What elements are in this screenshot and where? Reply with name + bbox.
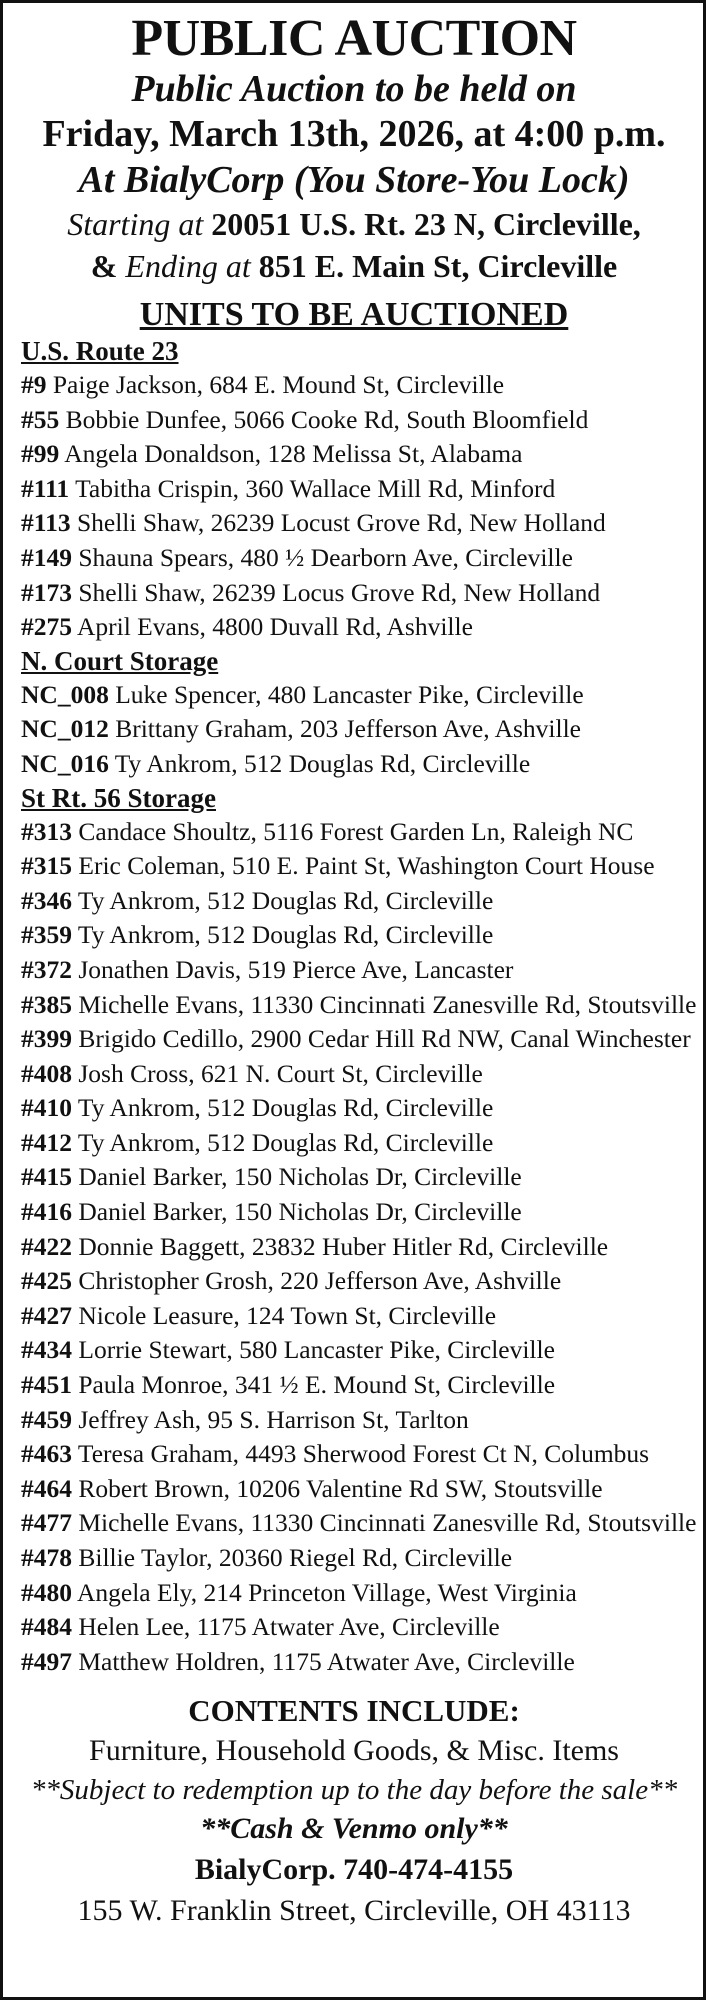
unit-row bbox=[21, 712, 687, 747]
unit-owner-address: Robert Brown, 10206 Valentine Rd SW, Stoutsville bbox=[72, 1473, 603, 1503]
unit-owner-address: Shelli Shaw, 26239 Locus Grove Rd, New Holland bbox=[72, 577, 601, 607]
company-phone: BialyCorp. 740-474-4155 bbox=[194, 1853, 514, 1887]
unit-number: #149 bbox=[21, 542, 72, 572]
unit-number: #478 bbox=[21, 1543, 72, 1572]
unit-row bbox=[21, 815, 687, 850]
auction-location: At BialyCorp (You Store-You Lock) bbox=[78, 159, 630, 201]
notice-title: PUBLIC AUCTION bbox=[131, 10, 577, 67]
unit-number: #434 bbox=[21, 1335, 72, 1365]
contents-items: Furniture, Household Goods, & Misc. Items bbox=[89, 1734, 619, 1768]
unit-number: #275 bbox=[21, 612, 72, 642]
start-address: 20051 U.S. Rt. 23 N, Circleville, bbox=[211, 206, 641, 242]
unit-owner-address: Brittany Graham, 203 Jefferson Ave, Ashville bbox=[108, 714, 581, 744]
unit-row bbox=[21, 884, 687, 919]
unit-number: #173 bbox=[21, 577, 72, 607]
unit-number: #422 bbox=[21, 1231, 72, 1261]
unit-row bbox=[21, 1368, 687, 1403]
unit-owner-address: Bobbie Dunfee, 5066 Cooke Rd, South Bloomfield bbox=[59, 404, 589, 434]
unit-number: #464 bbox=[21, 1473, 72, 1503]
unit-number: #315 bbox=[21, 851, 72, 881]
unit-number: #313 bbox=[21, 816, 72, 846]
unit-number: #9 bbox=[21, 370, 47, 399]
unit-row bbox=[21, 472, 687, 507]
unit-row bbox=[21, 1126, 687, 1161]
unit-owner-address: Brigido Cedillo, 2900 Cedar Hill Rd NW, Canal Winchester bbox=[72, 1024, 691, 1054]
unit-owner-address: Eric Coleman, 510 E. Paint St, Washington Court House bbox=[72, 851, 655, 881]
unit-row bbox=[21, 506, 687, 541]
unit-row bbox=[21, 1299, 687, 1334]
unit-row bbox=[21, 1437, 687, 1472]
unit-row bbox=[21, 678, 687, 713]
unit-row bbox=[21, 1195, 687, 1230]
unit-row bbox=[21, 1091, 687, 1126]
unit-row bbox=[21, 1160, 687, 1195]
unit-number: #113 bbox=[21, 508, 71, 538]
unit-number: #427 bbox=[21, 1300, 72, 1330]
unit-owner-address: Angela Ely, 214 Princeton Village, West Virginia bbox=[72, 1577, 577, 1607]
unit-owner-address: Daniel Barker, 150 Nicholas Dr, Circleville bbox=[72, 1162, 522, 1192]
end-word: Ending at bbox=[125, 248, 259, 284]
unit-row bbox=[21, 1506, 697, 1541]
unit-number: #416 bbox=[21, 1197, 72, 1227]
start-address-line bbox=[21, 203, 687, 245]
unit-row bbox=[21, 1333, 687, 1368]
unit-number: #497 bbox=[21, 1646, 72, 1676]
unit-number: #346 bbox=[21, 885, 72, 915]
unit-owner-address: Billie Taylor, 20360 Riegel Rd, Circleville bbox=[72, 1543, 513, 1572]
unit-row bbox=[21, 849, 687, 884]
units-heading: UNITS TO BE AUCTIONED bbox=[139, 296, 569, 333]
section-title: U.S. Route 23 bbox=[21, 336, 179, 366]
unit-owner-address: Christopher Grosh, 220 Jefferson Ave, Ashville bbox=[72, 1266, 562, 1296]
unit-number: #415 bbox=[21, 1162, 72, 1192]
payment-note: **Cash & Venmo only** bbox=[200, 1812, 508, 1846]
company-address: 155 W. Franklin Street, Circleville, OH 43113 bbox=[77, 1894, 631, 1928]
unit-number: #385 bbox=[21, 989, 72, 1019]
unit-number: #480 bbox=[21, 1577, 72, 1607]
unit-owner-address: Daniel Barker, 150 Nicholas Dr, Circleville bbox=[72, 1197, 522, 1227]
unit-owner-address: Ty Ankrom, 512 Douglas Rd, Circleville bbox=[72, 885, 494, 915]
unit-owner-address: Paige Jackson, 684 E. Mound St, Circleville bbox=[46, 370, 505, 399]
unit-owner-address: Tabitha Crispin, 360 Wallace Mill Rd, Minford bbox=[69, 473, 556, 503]
unit-number: #412 bbox=[21, 1127, 72, 1157]
unit-row bbox=[21, 1610, 687, 1645]
notice-subtitle: Public Auction to be held on bbox=[131, 68, 577, 110]
unit-row bbox=[21, 918, 687, 953]
unit-number: #410 bbox=[21, 1093, 72, 1123]
unit-row bbox=[21, 1645, 687, 1680]
unit-row bbox=[21, 1576, 687, 1611]
unit-owner-address: Shauna Spears, 480 ½ Dearborn Ave, Circleville bbox=[72, 542, 573, 572]
unit-owner-address: Michelle Evans, 11330 Cincinnati Zanesville Rd, Stoutsville bbox=[72, 1508, 697, 1538]
header bbox=[21, 11, 687, 335]
unit-number: NC_008 bbox=[21, 679, 109, 709]
unit-number: #463 bbox=[21, 1439, 72, 1469]
redemption-note: **Subject to redemption up to the day before the sale** bbox=[30, 1774, 678, 1807]
unit-number: NC_012 bbox=[21, 714, 109, 744]
unit-owner-address: Nicole Leasure, 124 Town St, Circleville bbox=[72, 1300, 497, 1330]
section-title: N. Court Storage bbox=[21, 645, 219, 676]
unit-number: #484 bbox=[21, 1612, 72, 1642]
contents-heading: CONTENTS INCLUDE: bbox=[188, 1693, 520, 1729]
start-prefix: Starting at bbox=[67, 206, 212, 242]
end-address: 851 E. Main St, Circleville bbox=[258, 248, 618, 284]
unit-row bbox=[21, 1022, 691, 1057]
unit-owner-address: Helen Lee, 1175 Atwater Ave, Circleville bbox=[72, 1612, 500, 1642]
unit-row bbox=[21, 1230, 687, 1265]
unit-owner-address: April Evans, 4800 Duvall Rd, Ashville bbox=[72, 612, 473, 642]
unit-owner-address: Michelle Evans, 11330 Cincinnati Zanesville Rd, Stoutsville bbox=[72, 989, 697, 1019]
unit-owner-address: Jeffrey Ash, 95 S. Harrison St, Tarlton bbox=[72, 1404, 469, 1434]
unit-number: #372 bbox=[21, 954, 72, 984]
unit-owner-address: Josh Cross, 621 N. Court St, Circleville bbox=[72, 1058, 483, 1088]
unit-number: #408 bbox=[21, 1058, 72, 1088]
unit-owner-address: Ty Ankrom, 512 Douglas Rd, Circleville bbox=[72, 920, 494, 950]
unit-row bbox=[21, 747, 687, 782]
unit-row bbox=[21, 610, 687, 645]
unit-row bbox=[21, 1264, 687, 1299]
unit-sections bbox=[21, 335, 697, 1679]
unit-number: #359 bbox=[21, 920, 72, 950]
unit-owner-address: Ty Ankrom, 512 Douglas Rd, Circleville bbox=[108, 748, 531, 778]
unit-number: #55 bbox=[21, 404, 60, 434]
contents-block bbox=[21, 1691, 687, 1931]
unit-owner-address: Matthew Holdren, 1175 Atwater Ave, Circleville bbox=[72, 1646, 575, 1676]
unit-row bbox=[21, 403, 687, 438]
unit-number: NC_016 bbox=[21, 748, 109, 778]
unit-row bbox=[21, 1541, 687, 1576]
end-address-line bbox=[21, 245, 687, 287]
unit-row bbox=[21, 541, 687, 576]
unit-owner-address: Ty Ankrom, 512 Douglas Rd, Circleville bbox=[72, 1093, 494, 1123]
unit-number: #99 bbox=[21, 439, 60, 469]
unit-number: #477 bbox=[21, 1508, 72, 1538]
unit-number: #425 bbox=[21, 1266, 72, 1296]
unit-owner-address: Jonathen Davis, 519 Pierce Ave, Lancaster bbox=[72, 954, 514, 984]
unit-owner-address: Lorrie Stewart, 580 Lancaster Pike, Circleville bbox=[72, 1335, 555, 1365]
unit-number: #111 bbox=[21, 473, 70, 503]
unit-owner-address: Ty Ankrom, 512 Douglas Rd, Circleville bbox=[72, 1127, 494, 1157]
unit-row bbox=[21, 988, 697, 1023]
unit-row bbox=[21, 576, 687, 611]
unit-row bbox=[21, 437, 687, 472]
unit-row bbox=[21, 953, 687, 988]
unit-owner-address: Teresa Graham, 4493 Sherwood Forest Ct N, Columbus bbox=[72, 1439, 650, 1469]
unit-owner-address: Candace Shoultz, 5116 Forest Garden Ln, Raleigh NC bbox=[72, 816, 634, 846]
unit-owner-address: Donnie Baggett, 23832 Huber Hitler Rd, Circleville bbox=[72, 1231, 609, 1261]
unit-number: #399 bbox=[21, 1024, 72, 1054]
unit-number: #451 bbox=[21, 1370, 72, 1400]
unit-owner-address: Luke Spencer, 480 Lancaster Pike, Circleville bbox=[108, 679, 584, 709]
auction-date: Friday, March 13th, 2026, at 4:00 p.m. bbox=[42, 113, 666, 155]
unit-row bbox=[21, 368, 687, 403]
unit-row bbox=[21, 1472, 687, 1507]
unit-number: #459 bbox=[21, 1404, 72, 1434]
unit-row bbox=[21, 1057, 687, 1092]
section-title: St Rt. 56 Storage bbox=[21, 782, 216, 813]
unit-row bbox=[21, 1403, 687, 1438]
unit-owner-address: Paula Monroe, 341 ½ E. Mound St, Circleville bbox=[72, 1370, 556, 1400]
end-prefix: & bbox=[90, 248, 126, 284]
unit-owner-address: Shelli Shaw, 26239 Locust Grove Rd, New Holland bbox=[70, 508, 606, 538]
unit-owner-address: Angela Donaldson, 128 Melissa St, Alabama bbox=[59, 439, 523, 469]
